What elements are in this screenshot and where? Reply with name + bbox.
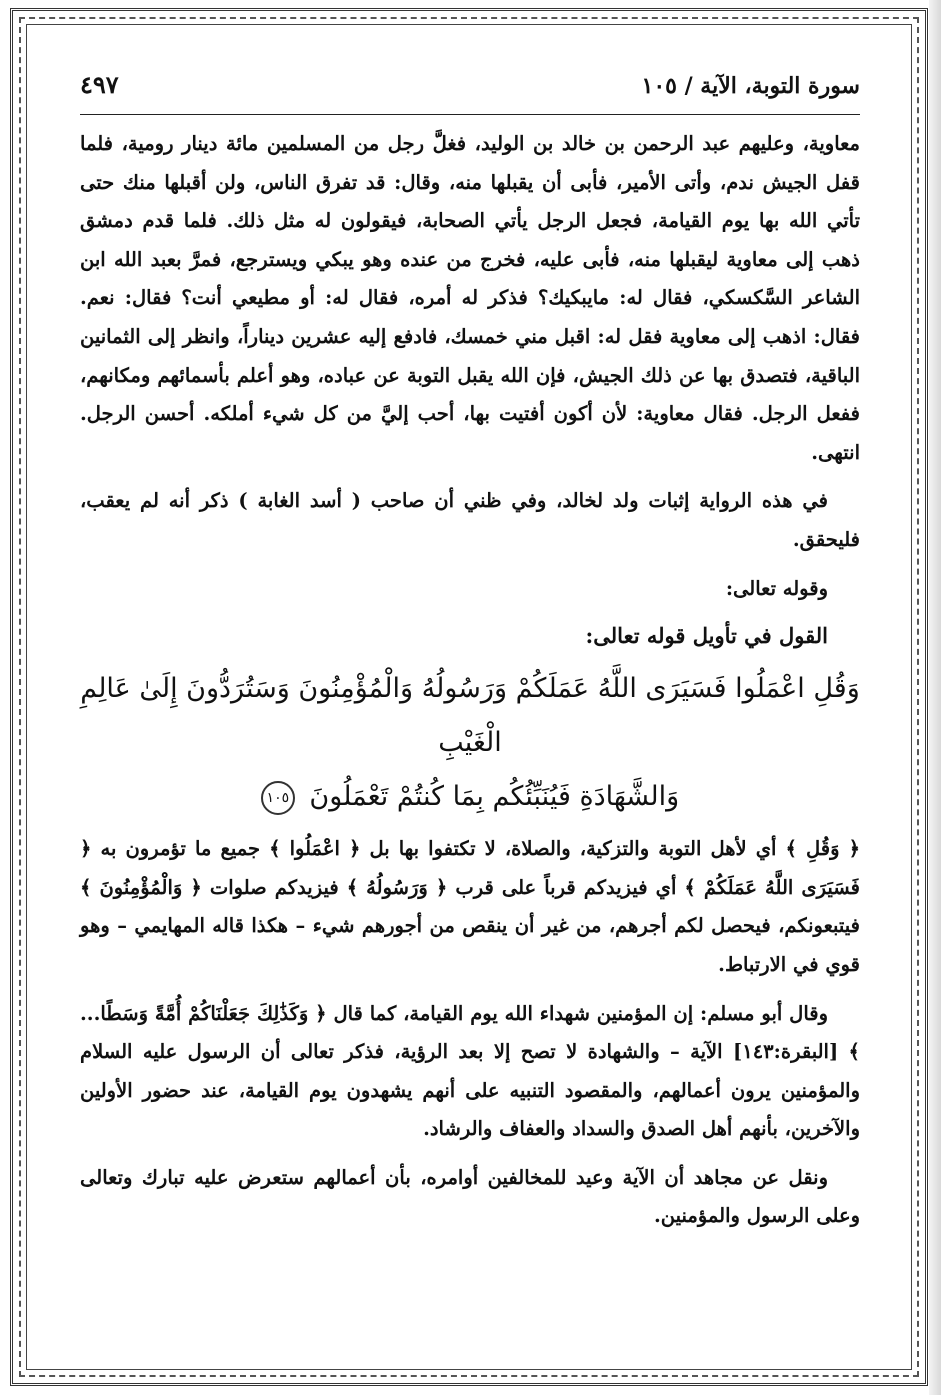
quran-verse bbox=[80, 662, 860, 824]
paragraph-1: معاوية، وعليهم عبد الرحمن بن خالد بن الوليد، فغلَّ رجل من المسلمين مائة دينار رومية، فلما قفل الجيش ندم، وأتى الأمير، فأبى أن يقبلها منه، وقال: قد تفرق الناس، ولن أقبلها منك حتى تأتي الله بها يوم القيامة، فجعل الرجل يأتي الصحابة، فيقولون له مثل ذلك. فلما قدم دمشق ذهب إلى معاوية ليقبلها منه، فأبى عليه، فخرج من عنده وهو يبكي ويسترجع، فمرَّ بعبد الله ابن الشاعر السَّكسكي، فقال له: مايبكيك؟ فذكر له أمره، فقال له: أو مطيعي أنت؟ فقال: نعم. فقال: اذهب إلى معاوية فقل له: اقبل مني خمسك، فادفع إليه عشرين ديناراً، وانظر إلى الثمانين الباقية، فتصدق بها عن ذلك الجيش، فإن الله يقبل التوبة عن عباده، وهو أعلم بأسمائهم ومكانهم، ففعل الرجل. فقال معاوية: لأن أكون أفتيت بها، أحب إليَّ من كل شيء أملكه. أحسن الرجل. انتهى. bbox=[80, 132, 860, 464]
page-edge-shadow bbox=[929, 0, 941, 1395]
page-number: ٤٩٧ bbox=[80, 70, 119, 99]
paragraph-3: وقوله تعالى: bbox=[725, 576, 828, 600]
quran-line-2-text: وَالشَّهَادَةِ فَيُنَبِّئُكُم بِمَا كُنتُمْ تَعْمَلُونَ bbox=[309, 781, 680, 813]
quran-line-1: وَقُلِ اعْمَلُوا فَسَيَرَى اللَّهُ عَمَلَكُمْ وَرَسُولُهُ وَالْمُؤْمِنُونَ وَسَتُرَدُّونَ إِلَىٰ عَالِمِ الْغَيْبِ bbox=[80, 673, 860, 759]
paragraph-5: وقال أبو مسلم: إن المؤمنين شهداء الله يوم القيامة، كما قال ﴿ وَكَذَٰلِكَ جَعَلْنَاكُمْ أُمَّةً وَسَطًا... ﴾ [البقرة:١٤٣] الآية – والشهادة لا تصح إلا بعد الرؤية، فذكر تعالى أن الرسول عليه السلام والمؤمنين يرون أعمالهم، والمقصود التنبيه على أنهم يشهدون يوم القيامة، عند حضور الأولين والآخرين، بأنهم أهل الصدق والسداد والعفاف والرشاد. bbox=[80, 1001, 860, 1141]
quran-line-2 bbox=[80, 770, 860, 824]
running-title: سورة التوبة، الآية / ١٠٥ bbox=[641, 73, 860, 99]
paragraph-4: ﴿ وَقُلِ ﴾ أي لأهل التوبة والتزكية، والصلاة، لا تكتفوا بها بل ﴿ اعْمَلُوا ﴾ جميع ما تؤمرون به ﴿ فَسَيَرَى اللَّهُ عَمَلَكُمْ ﴾ أي فيزيدكم قرباً على قرب ﴿ وَرَسُولُهُ ﴾ فيزيدكم صلوات ﴿ وَالْمُؤْمِنُونَ ﴾ فيتبعونكم، فيحصل لكم أجرهم، من غير أن ينقص من أجورهم شيء – هكذا قاله المهايمي – وهو قوي في الارتباط. bbox=[80, 837, 860, 976]
section-heading: القول في تأويل قوله تعالى: bbox=[585, 623, 828, 649]
paragraph-6: ونقل عن مجاهد أن الآية وعيد للمخالفين أوامره، بأن أعمالهم ستعرض عليه تبارك وتعالى وعلى الرسول والمؤمنين. bbox=[80, 1165, 860, 1228]
page-header bbox=[80, 70, 860, 115]
page-content bbox=[80, 70, 860, 1236]
paragraph-2: في هذه الرواية إثبات ولد لخالد، وفي ظني أن صاحب ( أسد الغابة ) ذكر أنه لم يعقب، فليحقق. bbox=[80, 489, 860, 551]
ayah-number-marker: ١٠٥ bbox=[261, 781, 295, 815]
